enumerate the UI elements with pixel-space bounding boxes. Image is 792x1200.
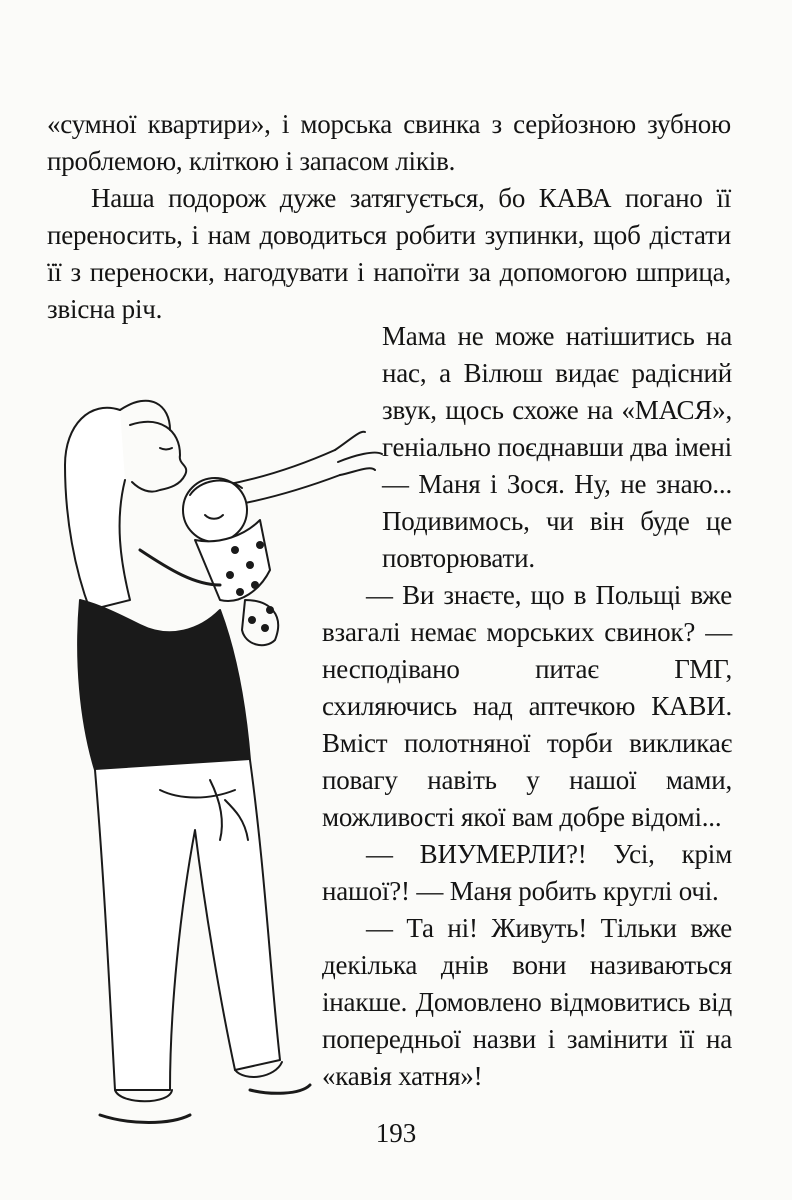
paragraph-1: «сумної квартири», і морська свинка з серйозною зубною проблемою, кліткою і запасом ліків. xyxy=(47,109,731,176)
paragraph-5: — ВИУМЕРЛИ?! Усі, крім нашої?! — Маня робить круглі очі. xyxy=(322,839,732,906)
paragraph-4: — Ви знаєте, що в Польщі вже взагалі немає морських свинок? — несподівано питає ГМГ, схиляючись над аптечкою КАВИ. Вміст полотняної торби викликає повагу навіть у нашої мами, можливості якої вам добре відомі... xyxy=(322,580,732,832)
page-number: 193 xyxy=(375,1118,417,1148)
paragraph-6: — Та ні! Живуть! Тільки вже декілька днів вони називаються інакше. Домовлено відмовитись від попередньої назви і замінити її на «кавія хатня»! xyxy=(322,913,732,1091)
top-text-block xyxy=(47,106,731,328)
paragraph-3: Мама не може натішитись на нас, а Вілюш видає радісний звук, щось схоже на «МАСЯ», геніально поєднавши два імені — Маня і Зося. Ну, не знаю... Подивимось, чи він буде це повторювати. xyxy=(382,321,732,573)
right-text-column xyxy=(322,318,732,1095)
paragraph-2: Наша подорож дуже затягується, бо КАВА погано її переносить, і нам доводиться робити зупинки, щоб дістати її з переноски, нагодувати і напоїти за допомогою шприца, звісна річ. xyxy=(47,183,731,324)
